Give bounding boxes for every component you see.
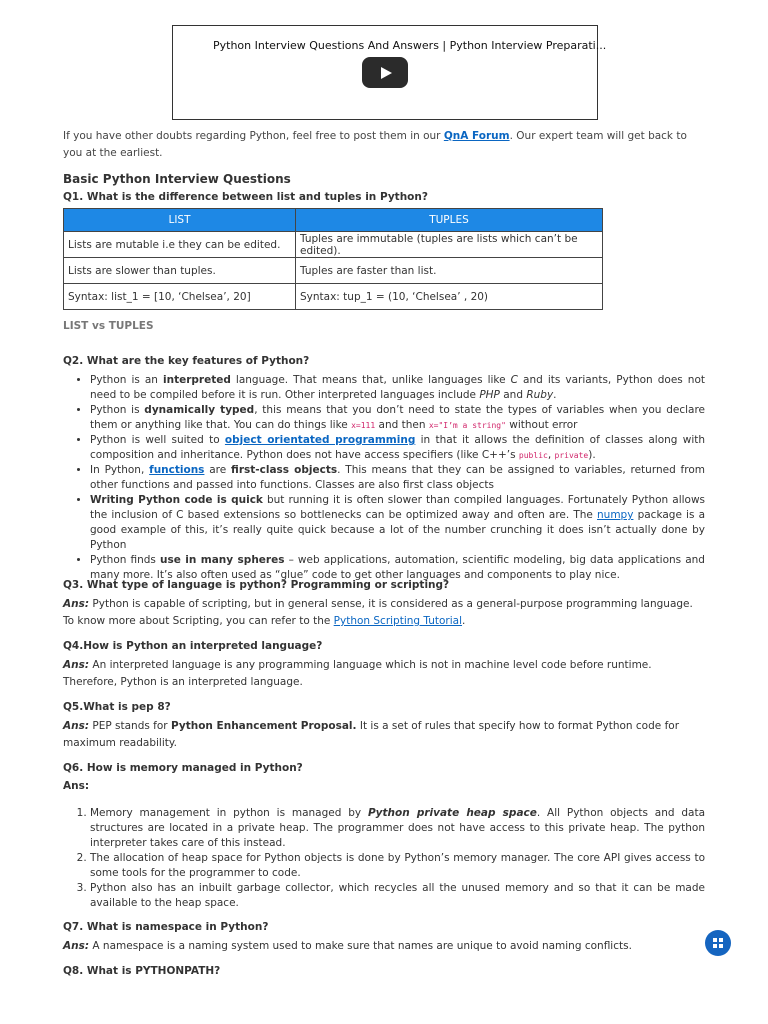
apps-menu-button[interactable] [705,930,731,956]
qna-forum-link[interactable]: QnA Forum [443,130,510,142]
grid-icon [713,938,723,948]
table-row: Syntax: list_1 = [10, ‘Chelsea’, 20] Syntax: tup_1 = (10, ‘Chelsea’ , 20) [64,284,603,310]
oop-link[interactable]: object orientated programming [224,434,416,446]
q6-title: Q6. How is memory managed in Python? [63,762,303,774]
functions-link[interactable]: functions [149,464,205,476]
intro-paragraph: If you have other doubts regarding Python, feel free to post them in our QnA Forum. Our expert team will get back to you at the earliest. [63,130,687,159]
list-item: • Python finds use in many spheres – web applications, automation, scientific modeling, big data applications and many more. It’s also often used as “glue” code to get other languages and components to play nice. [90,553,705,583]
list-item: • Python is dynamically typed, this means that you don’t need to state the types of variables when you declare them or anything like that. You can do things like x=111 and then x="I’m a string" without error [90,403,705,433]
list-item: 3. Python also has an inbuilt garbage collector, which recycles all the unused memory and so that it can be made available to the heap space. [90,881,705,911]
table-header-list: LIST [64,209,296,232]
q7-title: Q7. What is namespace in Python? [63,921,269,933]
table-caption: LIST vs TUPLES [63,320,154,332]
list-item: • Python is an interpreted language. That means that, unlike languages like C and its variants, Python does not need to be compiled before it is run. Other interpreted languages include PHP and Ruby. [90,373,705,403]
video-embed[interactable] [172,25,607,120]
q1-title: Q1. What is the difference between list and tuples in Python? [63,191,428,203]
q7-answer: Ans: A namespace is a naming system used to make sure that names are unique to avoid naming conflicts. [63,940,632,952]
q5-answer: Ans: PEP stands for Python Enhancement Proposal. It is a set of rules that specify how to format Python code for maximum readability. [63,720,680,749]
list-vs-tuples-table [63,208,603,310]
numpy-link[interactable]: numpy [597,509,634,521]
q5-title: Q5.What is pep 8? [63,701,171,713]
python-scripting-tutorial-link[interactable]: Python Scripting Tutorial [333,615,463,627]
section-title: Basic Python Interview Questions [63,172,291,186]
play-button[interactable] [362,57,408,88]
video-title[interactable]: Python Interview Questions And Answers | Python Interview Preparati... [213,39,607,52]
memory-list [63,806,705,911]
q4-title: Q4.How is Python an interpreted language? [63,640,323,652]
table-row: Lists are mutable i.e they can be edited. Tuples are immutable (tuples are lists which can’t be edited). [64,232,603,258]
list-item: 2. The allocation of heap space for Python objects is done by Python’s memory manager. The core API gives access to some tools for the programmer to code. [90,851,705,881]
table-header-tuples: TUPLES [296,209,603,232]
list-item: • In Python, functions are first-class objects. This means that they can be assigned to variables, returned from other functions and passed into functions. Classes are also first class objects [90,463,705,493]
q3-title: Q3. What type of language is python? Programming or scripting? [63,579,450,591]
q4-answer: Ans: An interpreted language is any programming language which is not in machine level code before runtime. Therefore, Python is an interpreted language. [63,659,652,688]
features-list [63,373,705,583]
q3-answer: Ans: Python is capable of scripting, but in general sense, it is considered as a general-purpose programming language. To know more about Scripting, you can refer to the Python Scripting Tutorial. [63,598,693,627]
table-row: Lists are slower than tuples. Tuples are faster than list. [64,258,603,284]
play-icon [381,67,392,79]
q2-title: Q2. What are the key features of Python? [63,355,310,367]
list-item: 1. Memory management in python is managed by Python private heap space. All Python objects and data structures are located in a private heap. The programmer does not have access to this private heap. The python interpreter takes care of this instead. [90,806,705,851]
list-item: • Writing Python code is quick but running it is often slower than compiled languages. Fortunately Python allows the inclusion of C based extensions so bottlenecks can be optimized away and often are. The numpy package is a good example of this, it’s really quite quick because a lot of the number crunching it does isn’t actually done by Python [90,493,705,553]
list-item: • Python is well suited to object orientated programming in that it allows the definition of classes along with composition and inheritance. Python does not have access specifiers (like C++’s public, private). [90,433,705,463]
q8-title: Q8. What is PYTHONPATH? [63,965,221,977]
q6-ans-label: Ans: [63,780,90,792]
